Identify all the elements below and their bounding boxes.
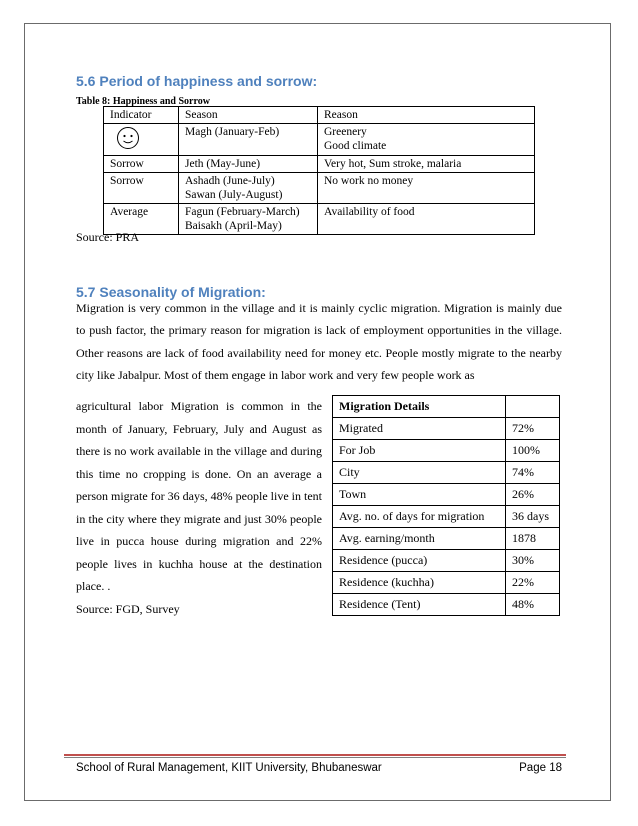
- table-row: [333, 594, 560, 616]
- table-row: [104, 173, 535, 204]
- reason-cell: Very hot, Sum stroke, malaria: [318, 156, 535, 173]
- row-value: 1878: [506, 528, 560, 550]
- row-value: 36 days: [506, 506, 560, 528]
- row-label: Town: [333, 484, 506, 506]
- header-reason: Reason: [318, 107, 535, 124]
- season-cell: [179, 173, 318, 204]
- row-label: Residence (kuchha): [333, 572, 506, 594]
- migration-table-title-blank: [506, 396, 560, 418]
- reason-cell: No work no money: [318, 173, 535, 204]
- season-line: Sawan (July-August): [185, 189, 283, 201]
- season-cell: [179, 204, 318, 235]
- footer-institution: School of Rural Management, KIIT University, Bhubaneswar: [76, 762, 382, 774]
- table-row: [333, 572, 560, 594]
- header-season: Season: [179, 107, 318, 124]
- indicator-cell: Sorrow: [104, 173, 179, 204]
- row-value: 74%: [506, 462, 560, 484]
- migration-table-title: Migration Details: [333, 396, 506, 418]
- migration-paragraph: Migration is very common in the village and it is mainly cyclic migration. Migration is mainly due to push factor, the primary reason for migration is lack of employment opportunities in the village. Other reasons are lack of food availability need for money etc. People mostly migrate to the nearby city like Jabalpur. Most of them engage in labor work and very few people work as: [76, 301, 562, 383]
- header-indicator: Indicator: [104, 107, 179, 124]
- row-label: City: [333, 462, 506, 484]
- indicator-cell: Average: [104, 204, 179, 235]
- row-value: 26%: [506, 484, 560, 506]
- season-line: Fagun (February-March): [185, 206, 300, 218]
- reason-cell: [318, 124, 535, 156]
- table-caption: Table 8: Happiness and Sorrow: [76, 96, 210, 107]
- source-fgd-survey: Source: FGD, Survey: [76, 602, 180, 616]
- row-value: 72%: [506, 418, 560, 440]
- reason-cell: Availability of food: [318, 204, 535, 235]
- migration-detail-paragraph: agricultural labor Migration is common in the month of January, February, July and August as there is no work available in the village and during this time no cropping is done. On an average a person migrate for 36 days, 48% people live in tent in the city where they migrate and just 30% people live in pucca house during migration and 22% people lives in kuchha house at the destination place. .: [76, 399, 322, 593]
- row-label: Residence (pucca): [333, 550, 506, 572]
- table-row: [333, 484, 560, 506]
- row-label: Residence (Tent): [333, 594, 506, 616]
- row-value: 100%: [506, 440, 560, 462]
- indicator-cell: [104, 124, 179, 156]
- table-row: [104, 124, 535, 156]
- table-row: [104, 204, 535, 235]
- indicator-cell: Sorrow: [104, 156, 179, 173]
- reason-line: Greenery: [324, 126, 367, 138]
- table-row: [333, 440, 560, 462]
- footer-rule-shadow: [64, 757, 566, 758]
- section-heading-5-6: 5.6 Period of happiness and sorrow:: [76, 73, 318, 89]
- row-value: 48%: [506, 594, 560, 616]
- row-label: Avg. no. of days for migration: [333, 506, 506, 528]
- table-row: [333, 528, 560, 550]
- season-cell: Magh (January-Feb): [179, 124, 318, 156]
- row-value: 22%: [506, 572, 560, 594]
- table-row: [333, 418, 560, 440]
- footer-rule: [64, 754, 566, 756]
- footer-page-number: Page 18: [519, 762, 562, 774]
- table-header-row: [104, 107, 535, 124]
- season-cell: Jeth (May-June): [179, 156, 318, 173]
- section-heading-5-7: 5.7 Seasonality of Migration:: [76, 284, 266, 300]
- row-label: Migrated: [333, 418, 506, 440]
- reason-line: Good climate: [324, 140, 387, 152]
- source-pra: Source: PRA: [76, 230, 139, 244]
- table-row: [104, 156, 535, 173]
- season-line: Ashadh (June-July): [185, 175, 275, 187]
- row-label: Avg. earning/month: [333, 528, 506, 550]
- row-value: 30%: [506, 550, 560, 572]
- migration-details-table: [332, 395, 560, 616]
- table-row: [333, 462, 560, 484]
- table-row: [333, 550, 560, 572]
- happiness-sorrow-table: [103, 106, 535, 235]
- table-header-row: [333, 396, 560, 418]
- row-label: For Job: [333, 440, 506, 462]
- season-line: Baisakh (April-May): [185, 220, 282, 232]
- table-row: [333, 506, 560, 528]
- smiley-face-icon: [116, 126, 140, 154]
